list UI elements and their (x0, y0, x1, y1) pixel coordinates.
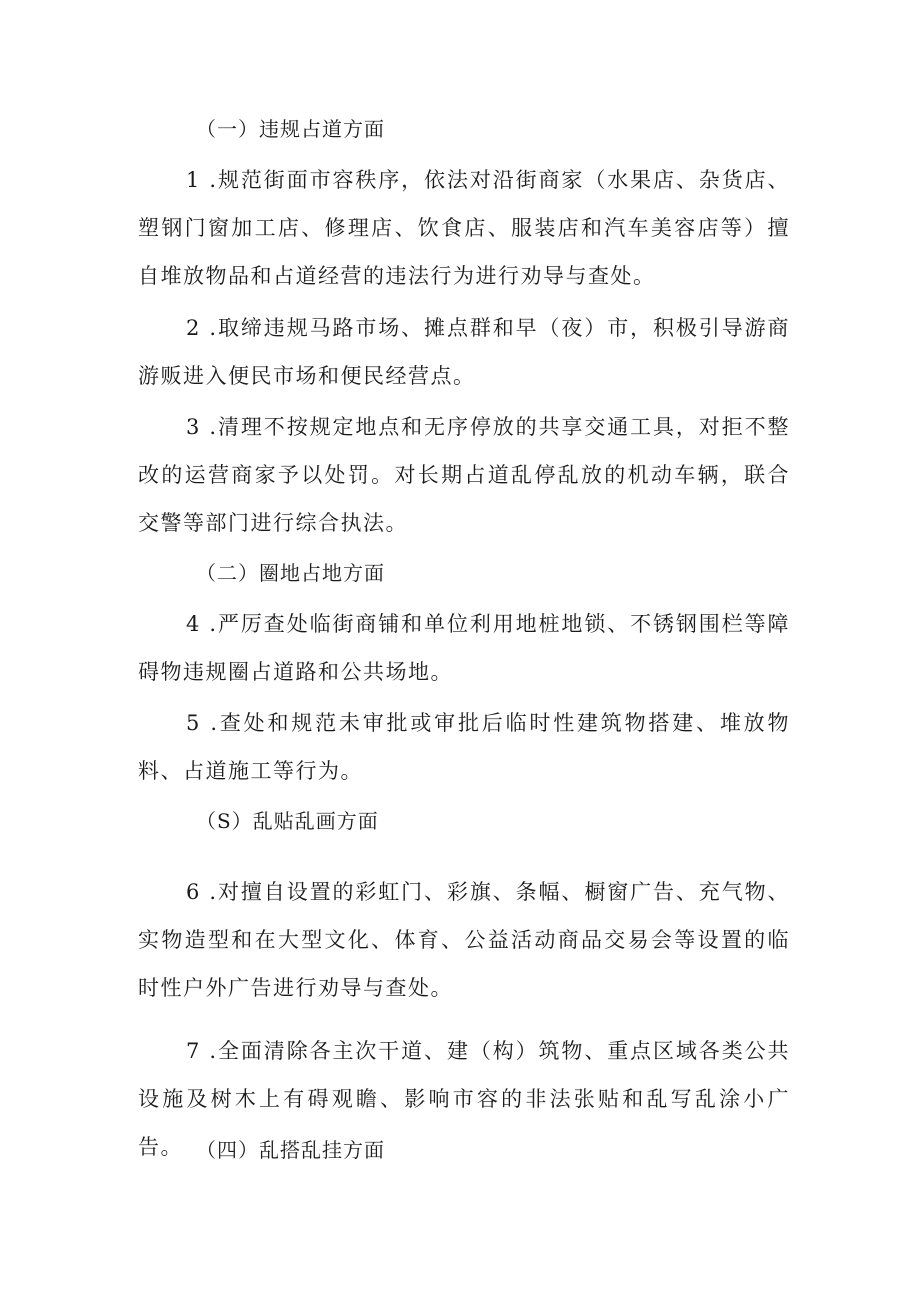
paragraph-item-4: 4 .严厉查处临街商铺和单位利用地桩地锁、不锈钢围栏等障碍物违规圈占道路和公共场地。 (138, 612, 790, 684)
section-heading-3: （S）乱贴乱画方面 (196, 809, 379, 833)
paragraph-item-5: 5 .查处和规范未审批或审批后临时性建筑物搭建、堆放物料、占道施工等行为。 (138, 711, 790, 783)
paragraph-item-3: 3 .清理不按规定地点和无序停放的共享交通工具，对拒不整改的运营商家予以处罚。对长期占道乱停乱放的机动车辆，联合交警等部门进行综合执法。 (138, 415, 790, 535)
paragraph-item-6: 6 .对擅自设置的彩虹门、彩旗、条幅、橱窗广告、充气物、实物造型和在大型文化、体育、公益活动商品交易会等设置的临时性户外广告进行劝导与查处。 (138, 880, 790, 1000)
paragraph-item-1: 1 .规范街面市容秩序，依法对沿街商家（水果店、杂货店、塑钢门窗加工店、修理店、饮食店、服装店和汽车美容店等）擅自堆放物品和占道经营的违法行为进行劝导与查处。 (138, 168, 790, 288)
paragraph-item-7: 7 .全面清除各主次干道、建（构）筑物、重点区域各类公共设施及树木上有碍观瞻、影响市容的非法张贴和乱写乱涂小广告。 (138, 1039, 790, 1159)
section-heading-2: （二）圈地占地方面 (196, 561, 385, 585)
section-heading-4: （四）乱搭乱挂方面 (196, 1138, 385, 1162)
section-heading-1: （一）违规占道方面 (196, 117, 385, 141)
paragraph-item-2: 2 .取缔违规马路市场、摊点群和早（夜）市，积极引导游商游贩进入便民市场和便民经营点。 (138, 316, 790, 388)
